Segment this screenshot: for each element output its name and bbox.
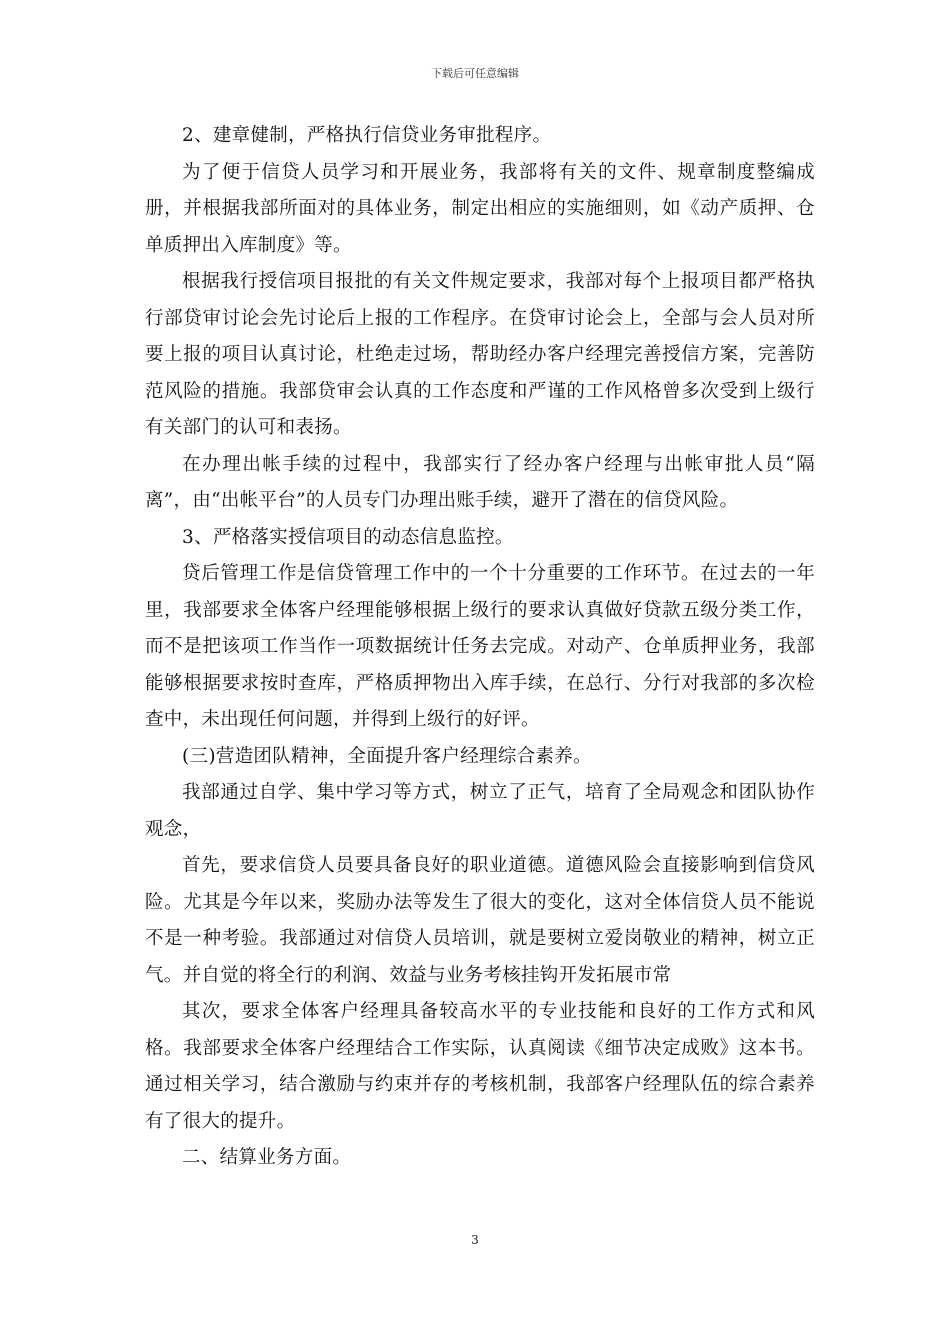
paragraph: 其次，要求全体客户经理具备较高水平的专业技能和良好的工作方式和风格。我部要求全体客户经理结合工作实际，认真阅读《细节决定成败》这本书。通过相关学习，结合激励与约束并存的考核机制，我部客户经理队伍的综合素养有了很大的提升。 (145, 1001, 815, 1132)
page-number: 3 (471, 1233, 479, 1247)
paragraph: 为了便于信贷人员学习和开展业务，我部将有关的文件、规章制度整编成册，并根据我部所面对的具体业务，制定出相应的实施细则，如《动产质押、仓单质押出入库制度》等。 (145, 161, 815, 256)
paragraph: 二、结算业务方面。 (182, 1147, 352, 1168)
paragraph: 首先，要求信贷人员要具备良好的职业道德。道德风险会直接影响到信贷风险。尤其是今年以来，奖励办法等发生了很大的变化，这对全体信贷人员不能说不是一种考验。我部通过对信贷人员培训，就是要树立爱岗敬业的精神，树立正气。并自觉的将全行的利润、效益与业务考核挂钩开发拓展市常 (145, 855, 815, 986)
paragraph: 在办理出帐手续的过程中，我部实行了经办客户经理与出帐审批人员“隔离”，由“出帐平台”的人员专门办理出账手续，避开了潜在的信贷风险。 (145, 453, 815, 511)
paragraph: 我部通过自学、集中学习等方式，树立了正气，培育了全局观念和团队协作观念， (145, 782, 815, 840)
paragraph: 2、建章健制，严格执行信贷业务审批程序。 (182, 125, 552, 146)
page-header-note: 下载后可任意编辑 (431, 67, 519, 80)
paragraph: 3、严格落实授信项目的动态信息监控。 (182, 526, 514, 548)
paragraph: 根据我行授信项目报批的有关文件规定要求，我部对每个上报项目都严格执行部贷审讨论会先讨论后上报的工作程序。在贷审讨论会上，全部与会人员对所要上报的项目认真讨论，杜绝走过场，帮助经办客户经理完善授信方案，完善防范风险的措施。我部贷审会认真的工作态度和严谨的工作风格曾多次受到上级行有关部门的认可和表扬。 (145, 271, 815, 438)
paragraph: 贷后管理工作是信贷管理工作中的一个十分重要的工作环节。在过去的一年里，我部要求全体客户经理能够根据上级行的要求认真做好贷款五级分类工作，而不是把该项工作当作一项数据统计任务去完成。对动产、仓单质押业务，我部能够根据要求按时查库，严格质押物出入库手续，在总行、分行对我部的多次检查中，未出现任何问题，并得到上级行的好评。 (145, 563, 815, 730)
paragraph: (三)营造团队精神，全面提升客户经理综合素养。 (182, 745, 592, 767)
body-text (145, 118, 815, 1177)
